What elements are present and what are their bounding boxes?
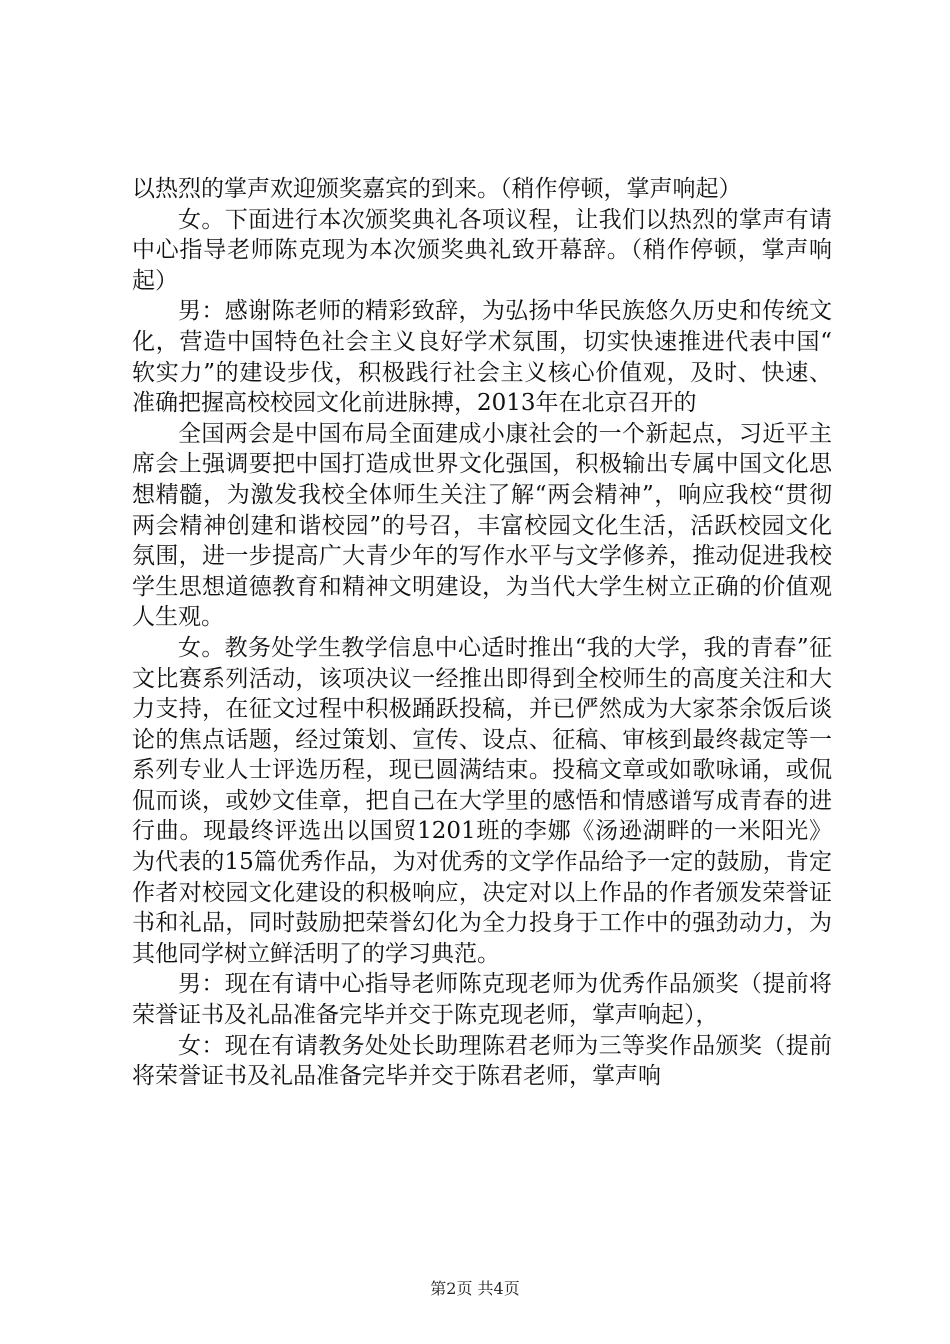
paragraph-6: 男：现在有请中心指导老师陈克现老师为优秀作品颁奖（提前将荣誉证书及礼品准备完毕并交于陈克现老师，掌声响起）， [132,971,832,1029]
paragraph-4: 全国两会是中国布局全面建成小康社会的一个新起点，习近平主席会上强调要把中国打造成世界文化强国，积极输出专属中国文化思想精髓，为激发我校全体师生关注了解“两会精神”，响应我校“贯彻两会精神创建和谐校园”的号召，丰富校园文化生活，活跃校园文化氛围，进一步提高广大青少年的写作水平与文学修养，推动促进我校学生思想道德教育和精神文明建设，为当代大学生树立正确的价值观人生观。 [132,420,832,631]
paragraph-2: 女。下面进行本次颁奖典礼各项议程，让我们以热烈的掌声有请中心指导老师陈克现为本次颁奖典礼致开幕辞。（稍作停顿，掌声响起） [132,206,832,294]
paragraph-7: 女：现在有请教务处处长助理陈君老师为三等奖作品颁奖（提前将荣誉证书及礼品准备完毕并交于陈君老师，掌声响 [132,1032,832,1090]
document-body [132,174,832,1092]
page-footer: 第2页 共4页 [430,1279,520,1298]
paragraph-1: 以热烈的掌声欢迎颁奖嘉宾的到来。（稍作停顿，掌声响起） [132,176,742,202]
paragraph-5: 女。教务处学生教学信息中心适时推出“我的大学，我的青春”征文比赛系列活动，该项决议一经推出即得到全校师生的高度关注和大力支持，在征文过程中积极踊跃投稿，并已俨然成为大家茶余饭后谈论的焦点话题，经过策划、宣传、设点、征稿、审核到最终裁定等一系列专业人士评选历程，现已圆满结束。投稿文章或如歌咏诵，或侃侃而谈，或妙文佳章，把自己在大学里的感悟和情感谱写成青春的进行曲。现最终评选出以国贸1201班的李娜《汤逊湖畔的一米阳光》为代表的15篇优秀作品，为对优秀的文学作品给予一定的鼓励，肯定作者对校园文化建设的积极响应，决定对以上作品的作者颁发荣誉证书和礼品，同时鼓励把荣誉幻化为全力投身于工作中的强劲动力，为其他同学树立鲜活明了的学习典范。 [132,634,832,967]
paragraph-3: 男：感谢陈老师的精彩致辞，为弘扬中华民族悠久历史和传统文化，营造中国特色社会主义良好学术氛围，切实快速推进代表中国“软实力”的建设步伐，积极践行社会主义核心价值观，及时、快速、准确把握高校校园文化前进脉搏，2013年在北京召开的 [132,298,832,417]
